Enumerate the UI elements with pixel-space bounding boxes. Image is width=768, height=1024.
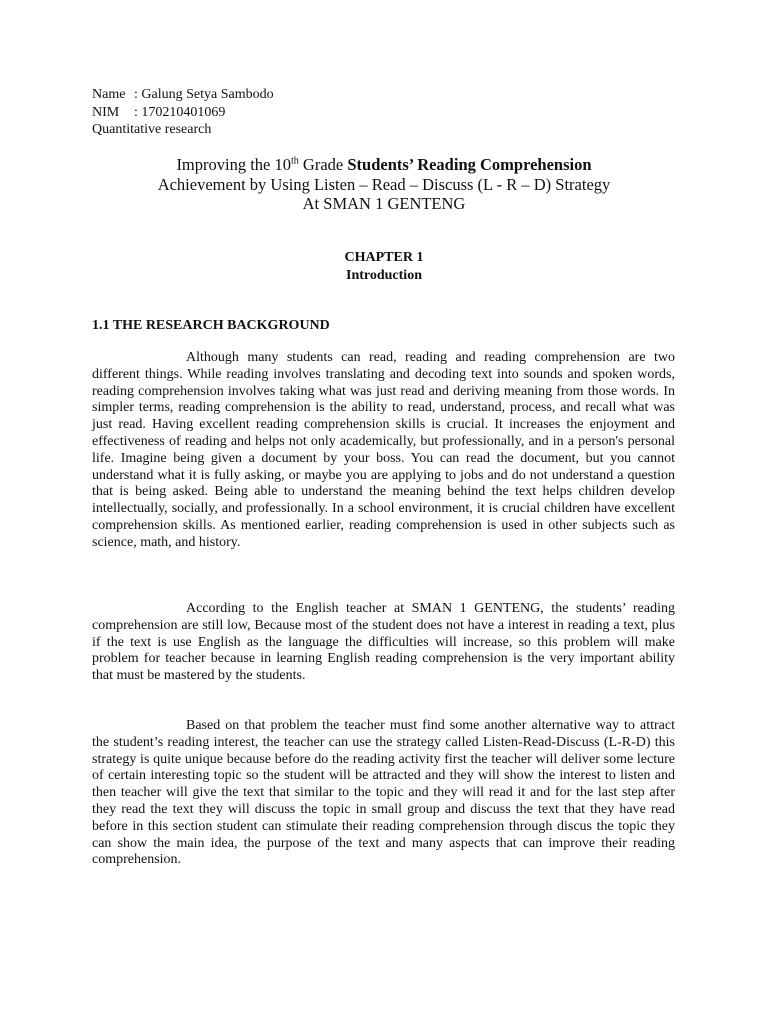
title-line-3: At SMAN 1 GENTENG <box>302 194 466 213</box>
name-value: : Galung Setya Sambodo <box>134 87 274 102</box>
paragraph: According to the English teacher at SMAN 1 GENTENG, the students’ reading comprehension are still low, Because most of the student does not have a interest in reading a text, plus if the text is use English as the language the difficulties will increase, so this problem will make problem for teacher because in learning English reading comprehension is the very important ability that must be mastered by the students. <box>92 601 675 684</box>
title-superscript: th <box>291 155 299 167</box>
name-label: Name <box>92 87 126 102</box>
title-line-1-pre: Improving the 10 <box>176 155 292 174</box>
chapter-number: CHAPTER 1 <box>344 250 424 265</box>
title-line-1 <box>0 155 768 175</box>
nim-value: : 170210401069 <box>134 104 226 120</box>
title-line-2: Achievement by Using Listen – Read – Discuss (L - R – D) Strategy <box>157 174 611 194</box>
nim-label: NIM <box>92 104 120 120</box>
document-title <box>0 155 768 214</box>
paragraph: Although many students can read, reading and reading comprehension are two different things. While reading involves translating and decoding text into sounds and spoken words, reading comprehension involves taking what was just read and deriving meaning from those words. In simpler terms, reading comprehension is the ability to read, understand, process, and recall what was just read. Having excellent reading comprehension skills is crucial. It increases the enjoyment and effectiveness of reading and helps not only academically, but professionally, and in a person's personal life. Imagine being given a document by your boss. You can read the document, but you cannot understand what it is fully asking, or maybe you are applying to jobs and do not understand a question that is being asked. Being able to understand the meaning behind the text helps children develop intellectually, socially, and professionally. In a school environment, it is crucial children have excellent comprehension skills. As mentioned earlier, reading comprehension is used in other subjects such as science, math, and history. <box>92 350 675 550</box>
title-line-1-bold: Students’ Reading Comprehension <box>347 155 592 174</box>
paragraph-1-block <box>92 350 675 570</box>
paragraph: Based on that problem the teacher must find some another alternative way to attract the student’s reading interest, the teacher can use the strategy called Listen-Read-Discuss (L-R-D) this strategy is quite unique because before do the reading activity first the teacher will deliver some lecture of certain interesting topic so the student will be attracted and they will show the interest to listen and then teacher will give the text that similar to the topic and they will read it and for the last step after they read the text they will discuss the topic in small group and discuss the text that they have read before in this section student can stimulate their reading comprehension through discus the topic they can show the main idea, the purpose of the text and many aspects that can improve their reading comprehension. <box>92 718 675 868</box>
research-type: Quantitative research <box>92 122 212 137</box>
name-row <box>92 86 274 104</box>
student-info <box>92 86 274 139</box>
section-heading: 1.1 THE RESEARCH BACKGROUND <box>92 318 330 333</box>
paragraph-3-block <box>92 718 675 887</box>
paragraph-2-block <box>92 601 675 703</box>
nim-row <box>92 104 274 122</box>
chapter-heading <box>0 249 768 285</box>
title-line-1-post: Grade <box>298 155 348 174</box>
chapter-name: Introduction <box>346 268 422 283</box>
